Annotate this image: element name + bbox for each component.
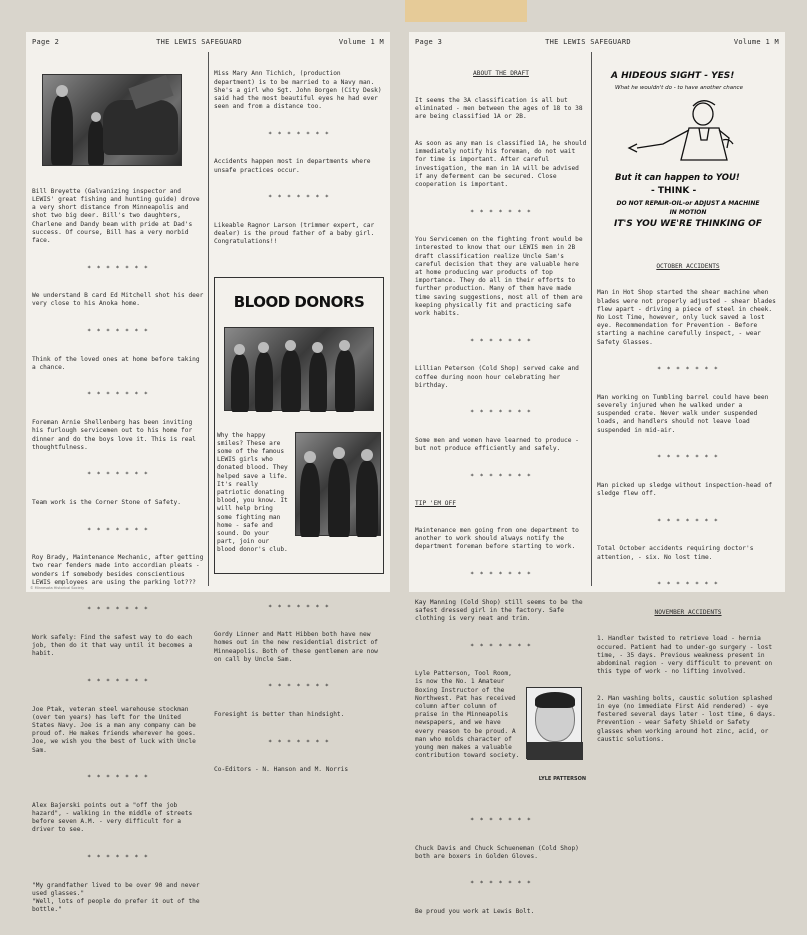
separator: * * * * * * * — [87, 526, 149, 534]
newsletter-title: THE LEWIS SAFEGUARD — [545, 38, 631, 46]
article-accidents-happen: Accidents happen most in departments where unsafe practices occur. — [214, 158, 375, 174]
separator: * * * * * * * — [87, 774, 149, 782]
separator: * * * * * * * — [87, 391, 149, 399]
cartoon-do-not-repair: DO NOT REPAIR-OIL-or ADJUST A MACHINE IN MOTION — [616, 200, 762, 216]
separator: * * * * * * * — [470, 337, 532, 345]
article-manning: Kay Manning (Cold Shop) still seems to be the safest dressed girl in the factory. Safe clothing is very neat and trim. — [415, 598, 587, 622]
separator: * * * * * * * — [470, 208, 532, 216]
blood-donors-heading: BLOOD DONORS — [233, 293, 365, 312]
october-total: Total October accidents requiring doctor's attention, - six. No lost time. — [597, 545, 758, 561]
lyle-patterson-caption: LYLE PATTERSON — [538, 776, 586, 783]
separator: * * * * * * * — [268, 603, 330, 611]
separator: * * * * * * * — [470, 880, 532, 888]
article-shellenberg: Foreman Arnie Shellenberg has been inviting his furlough servicemen out to his home for dinner and do the boys love it. This is real thoughtfulness. — [32, 419, 200, 451]
volume-label: Volume 1 M — [733, 38, 779, 46]
safety-cartoon — [597, 70, 779, 246]
october-accidents-heading: OCTOBER ACCIDENTS — [656, 262, 720, 270]
article-boxers: Chuck Davis and Chuck Schueneman (Cold Shop) both are boxers in Golden Gloves. — [415, 844, 583, 860]
article-loved-ones: Think of the loved ones at home before taking a chance. — [32, 355, 204, 371]
separator: * * * * * * * — [268, 683, 330, 691]
article-produce-safely: Some men and women have learned to produce - but not produce efficiently and safely. — [415, 436, 583, 453]
page-header — [415, 38, 779, 46]
article-team-work: Team work is the Corner Stone of Safety. — [32, 498, 182, 506]
article-tichich: Miss Mary Ann Tichich, (production department) is to be married to a Navy man. She's a girl who Sgt. John Borgen (City Desk) said had the most beautiful eyes he had ever seen and from a distance too. — [214, 70, 386, 111]
article-maintenance: Maintenance men going from one department to another to work should always notify the department foreman before starting to work. — [415, 526, 583, 551]
separator: * * * * * * * — [87, 854, 149, 862]
co-editors: Co-Editors - N. Hanson and M. Norris — [214, 766, 349, 774]
separator: * * * * * * * — [87, 677, 149, 685]
separator: * * * * * * * — [87, 264, 149, 272]
article-peterson: Lillian Peterson (Cold Shop) served cake and coffee during noon hour celebrating her birthday. — [415, 365, 583, 389]
separator: * * * * * * * — [87, 328, 149, 336]
separator: * * * * * * * — [268, 738, 330, 746]
about-draft-heading: ABOUT THE DRAFT — [473, 70, 529, 78]
tape-strip — [405, 0, 527, 22]
right-column-2 — [597, 54, 780, 743]
october-accident-2: Man working on Tumbling barrel could have been severely injured when he walked under a suspended crate. Never walk under suspended loads, and handlers should not leave load suspended in mid-air. — [597, 393, 773, 434]
separator: * * * * * * * — [657, 581, 719, 589]
october-accident-1: Man in Hot Shop started the shear machine when blades were not properly adjusted - shear blades flew apart - driving a piece of steel in cheek. No Lost Time, however, only luck saved a lost eye. Recommendation for Prevention - Before starting a machine carefully inspect, - wear Safety Glasses. — [597, 289, 780, 346]
blood-donors-photo-1 — [224, 327, 374, 411]
article-foresight: Foresight is better than hindsight. — [214, 711, 345, 718]
page-header — [32, 38, 384, 46]
left-column-2 — [214, 54, 386, 774]
column-divider — [591, 52, 592, 586]
november-accident-2: 2. Man washing bolts, caustic solution splashed in eye (no immediate First Aid rendered) - eye festered several days later - lost time, 6 days. Prevention - wear Safety Shield or Safety glasses when working around hot zinc, acid, or caustic solutions. — [597, 694, 780, 743]
separator: * * * * * * * — [657, 366, 719, 374]
blood-donors-box — [214, 277, 384, 574]
article-linner-hibben: Gordy Linner and Matt Hibben both have new homes out in the new residential district of Minneapolis. Both of these gentlemen are now on call by Uncle Sam. — [214, 631, 382, 663]
separator: * * * * * * * — [268, 130, 330, 138]
column-divider — [208, 52, 209, 586]
article-ptak: Joe Ptak, veteran steel warehouse stockman (over ten years) has left for the United States Navy. Joe is a man any company can be proud of. He makes friends wherever he goes. Joe, we wish you the best of luck with Uncle Sam. — [32, 705, 200, 754]
article-work-safely: Work safely: Find the safest way to do each job, then do it that way until it becomes a habit. — [32, 633, 196, 658]
article-breyette: Bill Breyette (Galvanizing inspector and LEWIS' great fishing and hunting guide) drove a very short distance from Minneapolis and shot two big deer. Bill's two daughters, Charlene and Dandy beam with pride at Dad's success. Of course, Bill has a very morbid face. — [32, 187, 204, 245]
cartoon-think: - THINK - — [651, 186, 697, 197]
separator: * * * * * * * — [657, 517, 719, 525]
page-3 — [409, 32, 785, 916]
right-column-1 — [415, 54, 591, 916]
deer-hunting-photo — [42, 74, 182, 166]
one-armed-man-drawing — [623, 96, 753, 172]
november-accidents-heading: NOVEMBER ACCIDENTS — [654, 608, 722, 616]
separator: * * * * * * * — [470, 817, 532, 825]
article-servicemen: You Servicemen on the fighting front would be interested to know that our LEWIS men in 2B draft classification realize Uncle Sam's careful decision that they are valuable here at home producing war products of top importance. They do all in their efforts to further production. Many of them have made time saving suggestions, most all of them are keeping physically fit and practicing safe work habits. — [415, 236, 587, 318]
article-grandfather: "My grandfather lived to be over 90 and never used glasses." "Well, lots of people do prefer it out of the bottle." — [32, 881, 200, 914]
separator: * * * * * * * — [470, 472, 532, 480]
article-draft-1: It seems the 3A classification is all but eliminated - men between the ages of 18 to 38 are being classified 1A or 2B. — [415, 97, 587, 121]
separator: * * * * * * * — [657, 454, 719, 462]
article-larson: Likeable Ragnor Larson (trimmer expert, car dealer) is the proud father of a baby girl. Congratulations!! — [214, 221, 378, 246]
lyle-patterson-photo — [526, 687, 582, 759]
volume-label: Volume 1 M — [338, 38, 384, 46]
cartoon-can-happen: But it can happen to YOU! — [615, 173, 740, 184]
page-number: Page 3 — [415, 38, 443, 46]
page-number: Page 2 — [32, 38, 60, 46]
separator: * * * * * * * — [470, 642, 532, 650]
separator: * * * * * * * — [87, 471, 149, 479]
newsletter-title: THE LEWIS SAFEGUARD — [156, 38, 242, 46]
article-patterson: Lyle Patterson, Tool Room, is now the No. 1 Amateur Boxing Instructor of the Northwest. Pat has received column after column of praise in the Minneapolis newspapers, and we have every reason to be proud. A man who molds character of young men makes a valuable contribution toward society. — [415, 670, 520, 760]
page-2 — [26, 32, 390, 914]
blood-donors-text: Why the happy smiles? These are some of the famous LEWIS girls who donated blood. They helped save a life. It's really patriotic donating blood, you know. It will help bring some fighting man home - safe and sound. Do your part, join our blood donor's club. — [217, 431, 292, 554]
separator: * * * * * * * — [87, 606, 149, 614]
article-bajerski: Alex Bajerski points out a "off the job hazard", - walking in the middle of streets before seven A.M. - very difficult for a driver to see. — [32, 801, 196, 834]
cartoon-thinking-of-you: IT'S YOU WE'RE THINKING OF — [614, 219, 762, 230]
tip-heading: TIP 'EM OFF — [415, 500, 456, 508]
blood-donors-photo-2 — [295, 432, 381, 536]
november-accident-1: 1. Handler twisted to retrieve load - hernia occured. Patient had to under-go surgery - lost time, - 35 days. Previous weakness present in abdominal region - very difficult to prevent on this type of work - no lifting involved. — [597, 635, 776, 676]
article-mitchell: We understand B card Ed Mitchell shot his deer very close to his Anoka home. — [32, 292, 208, 308]
separator: * * * * * * * — [268, 194, 330, 202]
separator: * * * * * * * — [470, 409, 532, 417]
october-accident-3: Man picked up sledge without inspection-head of sledge flew off. — [597, 481, 776, 498]
copyright-mark: © Minnesota Historical Society — [30, 586, 85, 590]
separator: * * * * * * * — [470, 570, 532, 578]
article-be-proud: Be proud you work at Lewis Bolt. — [415, 908, 535, 916]
cartoon-subline: What he wouldn't do - to have another chance — [615, 85, 743, 92]
article-draft-2: As soon as any man is classified 1A, he should immediately notify his foreman, do not wait for time is important. After careful investigation, the man in 1A will be advised if any deferment can be secured. Close cooperation is important. — [415, 140, 591, 189]
cartoon-headline: A HIDEOUS SIGHT - YES! — [611, 71, 735, 82]
article-brady: Roy Brady, Maintenance Mechanic, after getting two rear fenders made into accordian pleats - wonders if somebody besides conscientious LEWIS employees are using the parking lot??? — [32, 554, 208, 586]
